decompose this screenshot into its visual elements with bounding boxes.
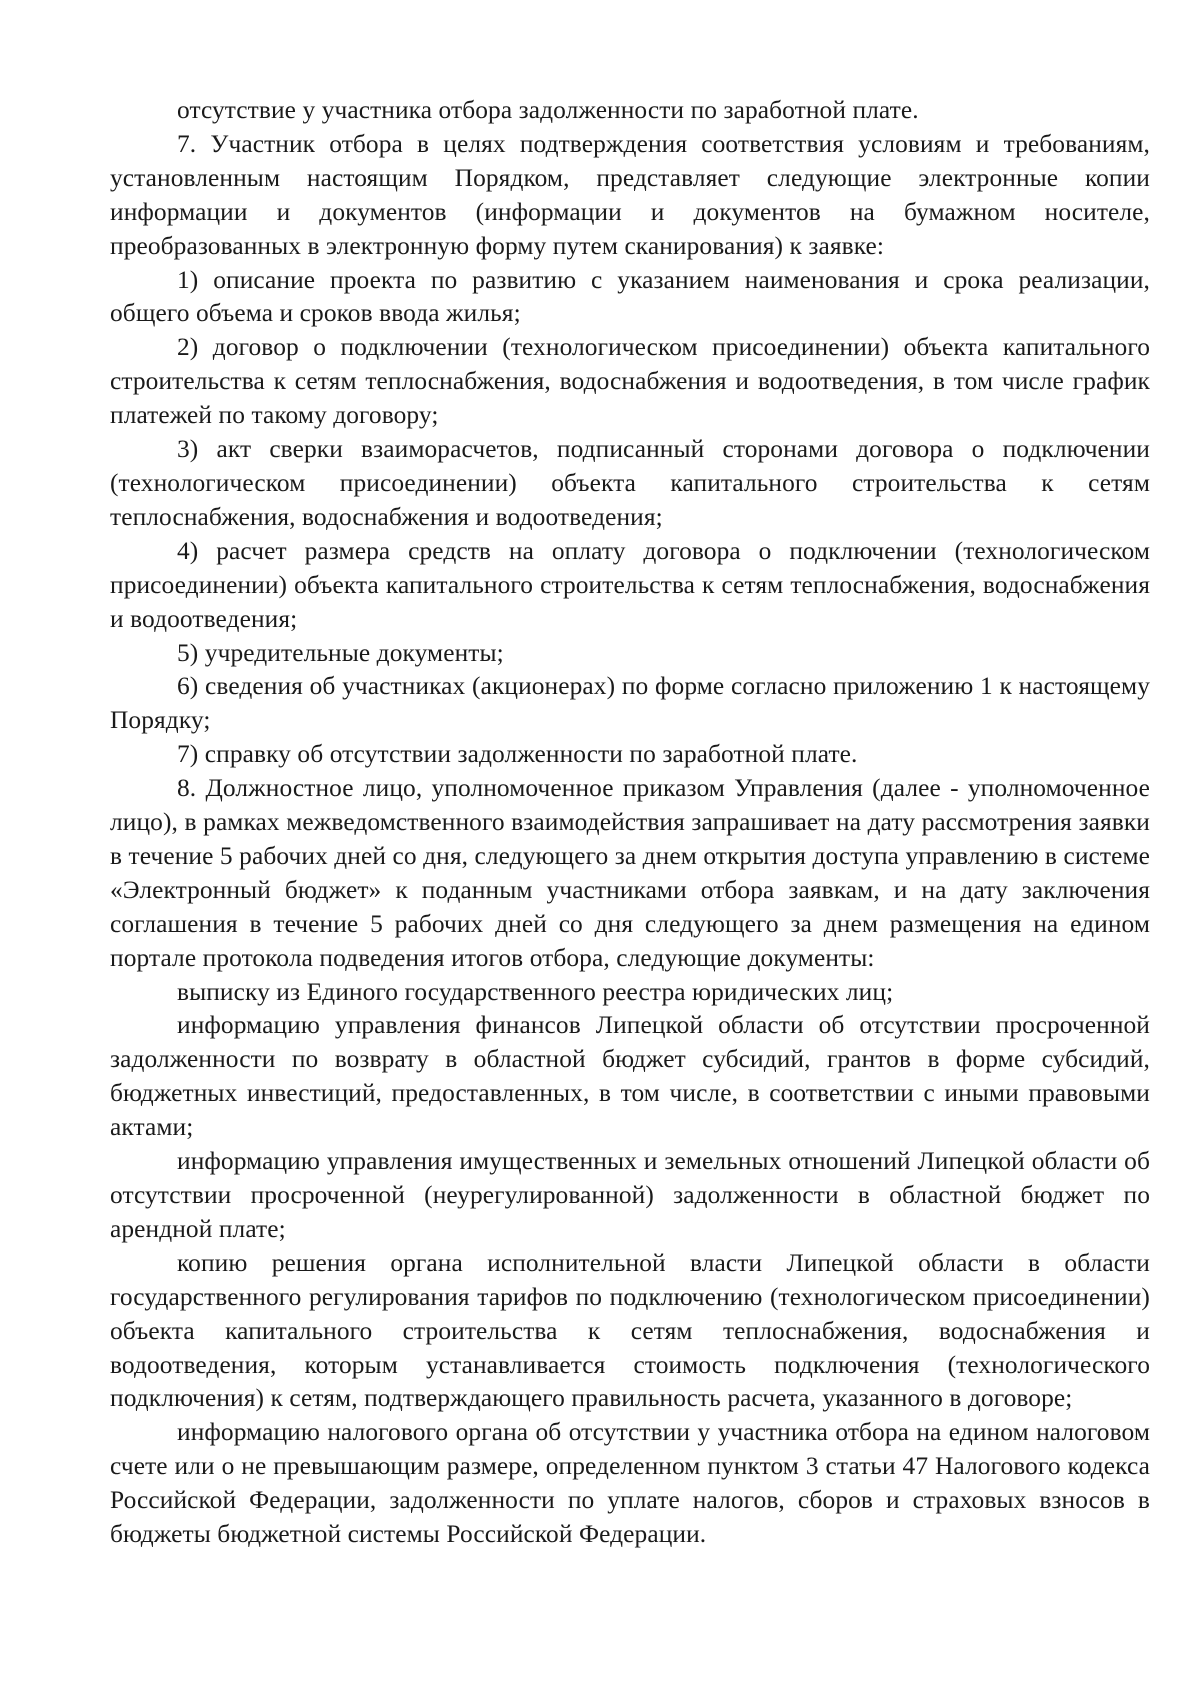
paragraph-subitem-3: 3) акт сверки взаиморасчетов, подписанный сторонами договора о подключении (технологическом присоединении) объекта капитального строительства к сетям теплоснабжения, водоснабжения и водоотведения; [110, 435, 1150, 531]
paragraph-doc-finance: информацию управления финансов Липецкой области об отсутствии просроченной задолженности по возврату в областной бюджет субсидий, грантов в форме субсидий, бюджетных инвестиций, предоставленных, в том числе, в соответствии с иными правовыми актами; [110, 1011, 1150, 1142]
paragraph-subitem-2: 2) договор о подключении (технологическом присоединении) объекта капитального строительства к сетям теплоснабжения, водоснабжения и водоотведения, в том числе график платежей по такому договору; [110, 333, 1150, 430]
paragraph-doc-tax: информацию налогового органа об отсутствии у участника отбора на едином налоговом счете или о не превышающим размере, определенном пунктом 3 статьи 47 Налогового кодекса Российской Федерации, задолженности по уплате налогов, сборов и страховых взносов в бюджеты бюджетной системы Российской Федерации. [110, 1418, 1150, 1549]
paragraph-subitem-1: 1) описание проекта по развитию с указанием наименования и срока реализации, общего объема и сроков ввода жилья; [110, 265, 1150, 328]
paragraph-item-8: 8. Должностное лицо, уполномоченное приказом Управления (далее - уполномоченное лицо), в рамках межведомственного взаимодействия запрашивает на дату рассмотрения заявки в течение 5 рабочих дней со дня, следующего за днем открытия доступа управлению в системе «Электронный бюджет» к поданным участниками отбора заявкам, и на дату заключения соглашения в течение 5 рабочих дней со дня следующего за днем размещения на едином портале протокола подведения итогов отбора, следующие документы: [110, 774, 1150, 972]
paragraph-subitem-6: 6) сведения об участниках (акционерах) по форме согласно приложению 1 к настоящему Порядку; [110, 672, 1150, 735]
paragraph-subitem-7: 7) справку об отсутствии задолженности по заработной плате. [177, 740, 858, 769]
paragraph-subitem-5: 5) учредительные документы; [177, 638, 504, 667]
paragraph-doc-property: информацию управления имущественных и земельных отношений Липецкой области об отсутствии просроченной (неурегулированной) задолженности в областной бюджет по арендной плате; [110, 1147, 1150, 1243]
paragraph-subitem-4: 4) расчет размера средств на оплату договора о подключении (технологическом присоединении) объекта капитального строительства к сетям теплоснабжения, водоснабжения и водоотведения; [110, 536, 1150, 633]
paragraph-continuation: отсутствие у участника отбора задолженности по заработной плате. [177, 96, 919, 124]
paragraph-doc-egrul: выписку из Единого государственного реестра юридических лиц; [177, 977, 894, 1006]
paragraph-doc-tariff: копию решения органа исполнительной власти Липецкой области в области государственного регулирования тарифов по подключению (технологическом присоединении) объекта капитального строительства к сетям теплоснабжения, водоснабжения и водоотведения, которым устанавливается стоимость подключения (технологического подключения) к сетям, подтверждающего правильность расчета, указанного в договоре; [110, 1248, 1150, 1413]
document-page [110, 94, 1150, 1552]
paragraph-item-7: 7. Участник отбора в целях подтверждения соответствия условиям и требованиям, установленным настоящим Порядком, представляет следующие электронные копии информации и документов (информации и документов на бумажном носителе, преобразованных в электронную форму путем сканирования) к заявке: [110, 129, 1150, 260]
